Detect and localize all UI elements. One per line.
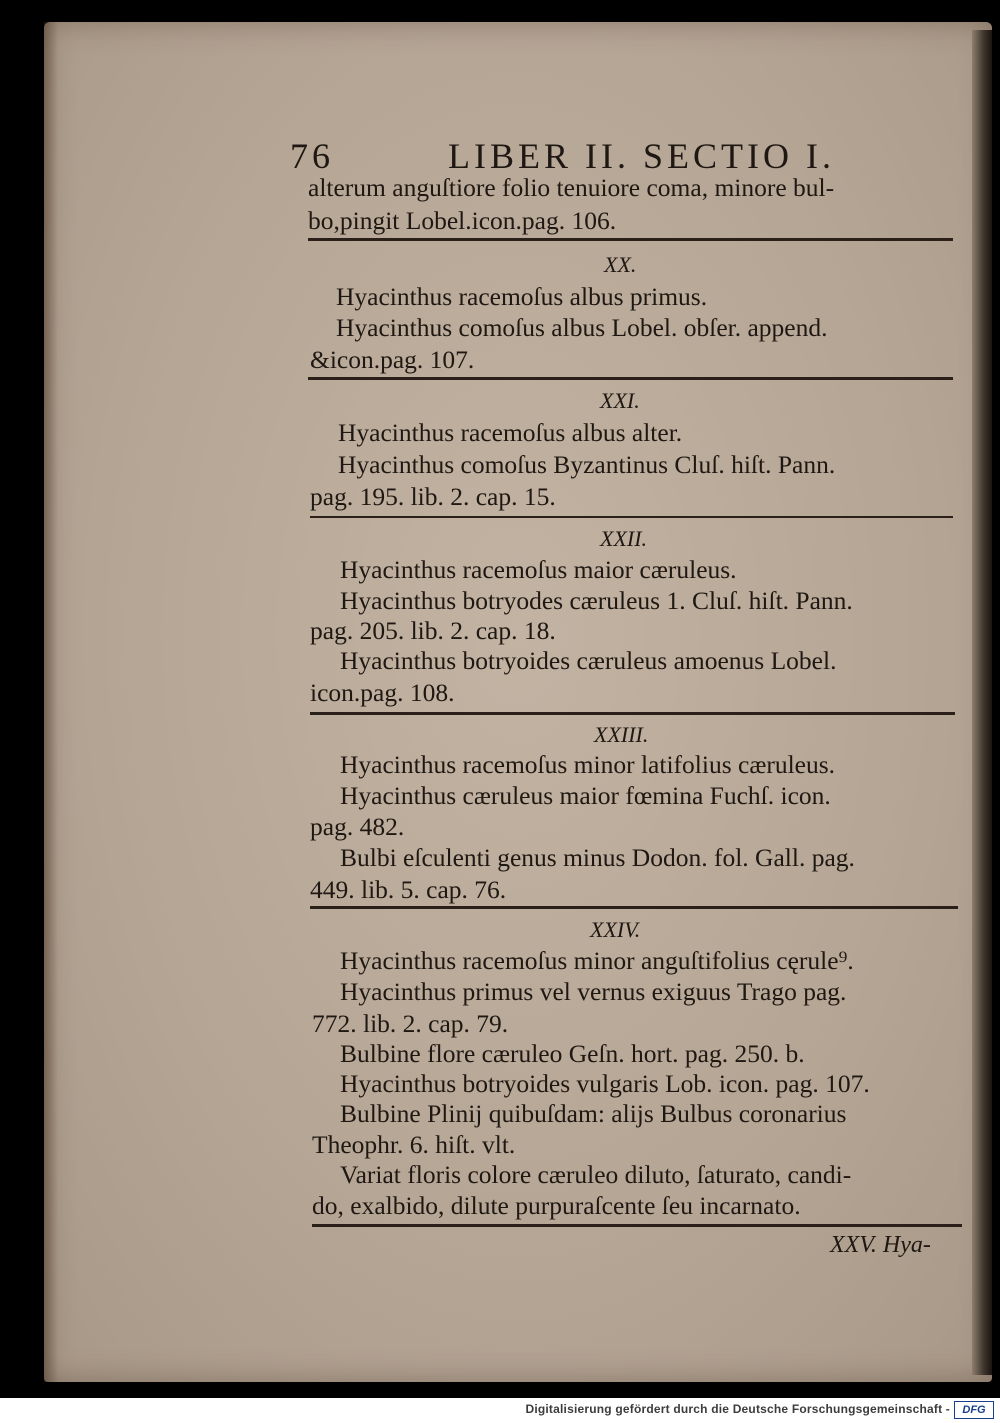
gutter-shadow [44, 22, 58, 1382]
section-rule [308, 377, 953, 380]
text-line: pag. 195. lib. 2. cap. 15. [310, 482, 556, 511]
section-numeral: XXII. [600, 526, 648, 551]
section-rule [312, 1224, 962, 1227]
text-line: bo,pingit Lobel.icon.pag. 106. [308, 206, 617, 235]
section-rule [310, 516, 953, 518]
section-rule [310, 712, 955, 715]
text-line: &icon.pag. 107. [310, 345, 475, 374]
text-line: Hyacinthus comoſus Byzantinus Cluſ. hiſt. Pann. [338, 450, 836, 479]
text-line: Hyacinthus botryoides cæruleus amoenus Lobel. [340, 646, 837, 675]
text-line: pag. 205. lib. 2. cap. 18. [310, 616, 556, 645]
text-line: 449. lib. 5. cap. 76. [310, 875, 507, 904]
text-line: Hyacinthus primus vel vernus exiguus Trago pag. [340, 977, 847, 1006]
text-line: Hyacinthus racemoſus maior cæruleus. [340, 555, 737, 584]
text-line: Hyacinthus racemoſus albus primus. [336, 282, 708, 311]
section-rule [308, 238, 953, 241]
footer-credit: Digitalisierung gefördert durch die Deutsche Forschungsgemeinschaft - [525, 1402, 950, 1416]
text-line: Variat floris colore cæruleo diluto, ſaturato, candi- [340, 1160, 852, 1189]
section-rule [310, 906, 958, 909]
text-line: Bulbi eſculenti genus minus Dodon. fol. Gall. pag. [340, 843, 855, 872]
digitization-footer [0, 1398, 1000, 1423]
text-line: Hyacinthus botryodes cæruleus 1. Cluſ. hiſt. Pann. [340, 586, 853, 615]
text-line: Hyacinthus cæruleus maior fœmina Fuchſ. icon. [340, 781, 831, 810]
text-line: Hyacinthus racemoſus minor anguſtifolius cęrule⁹. [340, 946, 854, 975]
text-line: alterum anguſtiore folio tenuiore coma, minore bul- [308, 173, 835, 202]
text-line: Theophr. 6. hiſt. vlt. [312, 1130, 516, 1159]
dfg-logo[interactable]: DFG [954, 1401, 994, 1419]
running-title: LIBER II. SECTIO I. [448, 136, 835, 176]
catchword: XXV. Hya- [830, 1232, 931, 1258]
section-numeral: XX. [604, 252, 637, 277]
text-line: pag. 482. [310, 812, 405, 841]
section-numeral: XXIII. [594, 722, 649, 747]
text-line: Hyacinthus botryoides vulgaris Lob. icon. pag. 107. [340, 1069, 870, 1098]
text-line: Bulbine flore cæruleo Geſn. hort. pag. 250. b. [340, 1039, 805, 1068]
page-number: 76 [290, 136, 334, 176]
text-line: 772. lib. 2. cap. 79. [312, 1009, 509, 1038]
text-line: icon.pag. 108. [310, 678, 455, 707]
text-line: Hyacinthus racemoſus albus alter. [338, 418, 683, 447]
section-numeral: XXIV. [590, 917, 641, 942]
section-numeral: XXI. [600, 388, 640, 413]
page-edge [972, 30, 992, 1375]
text-line: Bulbine Plinij quibuſdam: alijs Bulbus coronarius [340, 1099, 847, 1128]
text-line: Hyacinthus racemoſus minor latifolius cæruleus. [340, 750, 836, 779]
text-line: Hyacinthus comoſus albus Lobel. obſer. append. [336, 313, 828, 342]
text-line: do, exalbido, dilute purpuraſcente ſeu incarnato. [312, 1191, 801, 1220]
